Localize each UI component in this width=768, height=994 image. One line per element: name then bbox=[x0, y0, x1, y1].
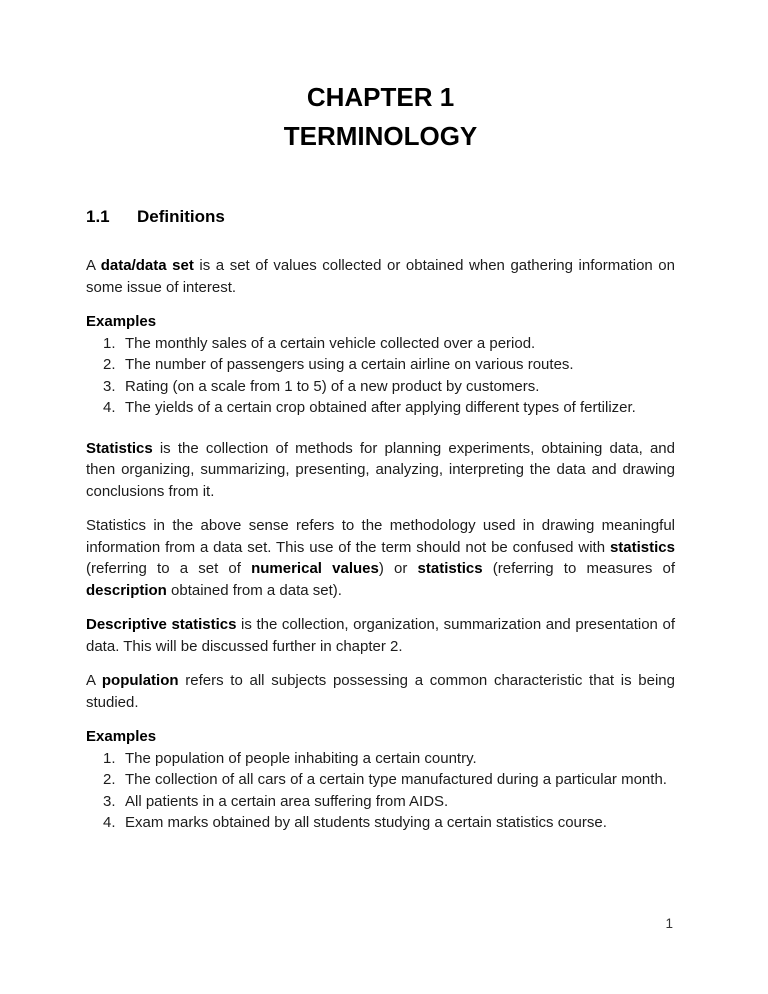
examples-label-1: Examples bbox=[86, 313, 157, 330]
list-item-text: The collection of all cars of a certain type manufactured during a particular month. bbox=[125, 771, 667, 788]
list-item-text: All patients in a certain area suffering from AIDS. bbox=[125, 792, 449, 810]
examples-list-1 bbox=[86, 333, 675, 419]
page-number: 1 bbox=[665, 916, 673, 931]
text-run: (referring to measures of bbox=[482, 560, 676, 577]
list-item-text: Exam marks obtained by all students studying a certain statistics course. bbox=[125, 814, 607, 831]
list-item-text: The monthly sales of a certain vehicle collected over a period. bbox=[125, 334, 536, 352]
examples-label-2: Examples bbox=[86, 728, 157, 745]
text-run: (referring to a set of bbox=[86, 560, 252, 577]
chapter-title-line1: CHAPTER 1 bbox=[306, 82, 455, 112]
section-number: 1.1 bbox=[86, 207, 110, 226]
text-run: Statistics in the above sense refers to the methodology used in drawing meaningful information from a data set. This use of the term should not be confused with bbox=[86, 517, 675, 556]
examples-list-2 bbox=[86, 748, 675, 834]
list-item bbox=[103, 397, 675, 419]
section-title: Definitions bbox=[137, 207, 225, 226]
text-run: ) or bbox=[378, 560, 418, 577]
list-item-number: 2. bbox=[103, 771, 116, 788]
bold-term: statistics bbox=[609, 538, 675, 556]
text-run: is the collection of methods for planning experiments, obtaining data, and then organizing, summarizing, presenting, analyzing, interpreting the data and drawing conclusions from it. bbox=[86, 439, 675, 500]
paragraph-statistics-sense bbox=[86, 515, 675, 601]
list-item bbox=[103, 354, 675, 376]
list-item-text: The number of passengers using a certain airline on various routes. bbox=[125, 356, 574, 373]
list-item-number: 4. bbox=[103, 814, 116, 831]
bold-term: Statistics bbox=[86, 439, 153, 457]
paragraph-statistics-definition bbox=[86, 438, 675, 503]
text-run: obtained from a data set). bbox=[166, 581, 342, 599]
text-run: refers to all subjects possessing a common characteristic that is being studied. bbox=[86, 672, 675, 711]
bold-term: description bbox=[86, 581, 167, 599]
list-item bbox=[103, 748, 675, 770]
list-item bbox=[103, 791, 675, 813]
text-run: is a set of values collected or obtained when gathering information on some issue of interest. bbox=[86, 257, 675, 296]
section-heading bbox=[86, 206, 675, 227]
list-item-number: 3. bbox=[103, 792, 116, 810]
bold-term: numerical values bbox=[251, 560, 379, 577]
chapter-title-line2: TERMINOLOGY bbox=[283, 121, 478, 151]
list-item-number: 1. bbox=[103, 334, 116, 352]
paragraph-population-definition bbox=[86, 670, 675, 713]
list-item-text: Rating (on a scale from 1 to 5) of a new product by customers. bbox=[125, 377, 540, 395]
bold-term: data/data set bbox=[100, 257, 194, 274]
text-run: is the collection, organization, summarization and presentation of data. This will be discussed further in chapter 2. bbox=[86, 616, 675, 655]
bold-term: statistics bbox=[417, 560, 483, 577]
bold-term: population bbox=[101, 672, 179, 689]
list-item bbox=[103, 376, 675, 398]
list-item bbox=[103, 769, 675, 791]
text-run: A bbox=[86, 672, 102, 689]
list-item-number: 2. bbox=[103, 356, 116, 373]
list-item bbox=[103, 333, 675, 355]
bold-term: Descriptive statistics bbox=[86, 616, 237, 633]
list-item-text: The population of people inhabiting a certain country. bbox=[125, 749, 477, 767]
list-item-text: The yields of a certain crop obtained after applying different types of fertilizer. bbox=[125, 399, 636, 416]
list-item-number: 1. bbox=[103, 749, 116, 767]
paragraph-descriptive-statistics bbox=[86, 614, 675, 657]
chapter-title bbox=[86, 78, 675, 156]
text-run: A bbox=[86, 257, 101, 274]
paragraph-data-set-definition bbox=[86, 255, 675, 298]
page-content bbox=[86, 78, 675, 847]
list-item-number: 3. bbox=[103, 377, 116, 395]
list-item bbox=[103, 812, 675, 834]
list-item-number: 4. bbox=[103, 399, 116, 416]
